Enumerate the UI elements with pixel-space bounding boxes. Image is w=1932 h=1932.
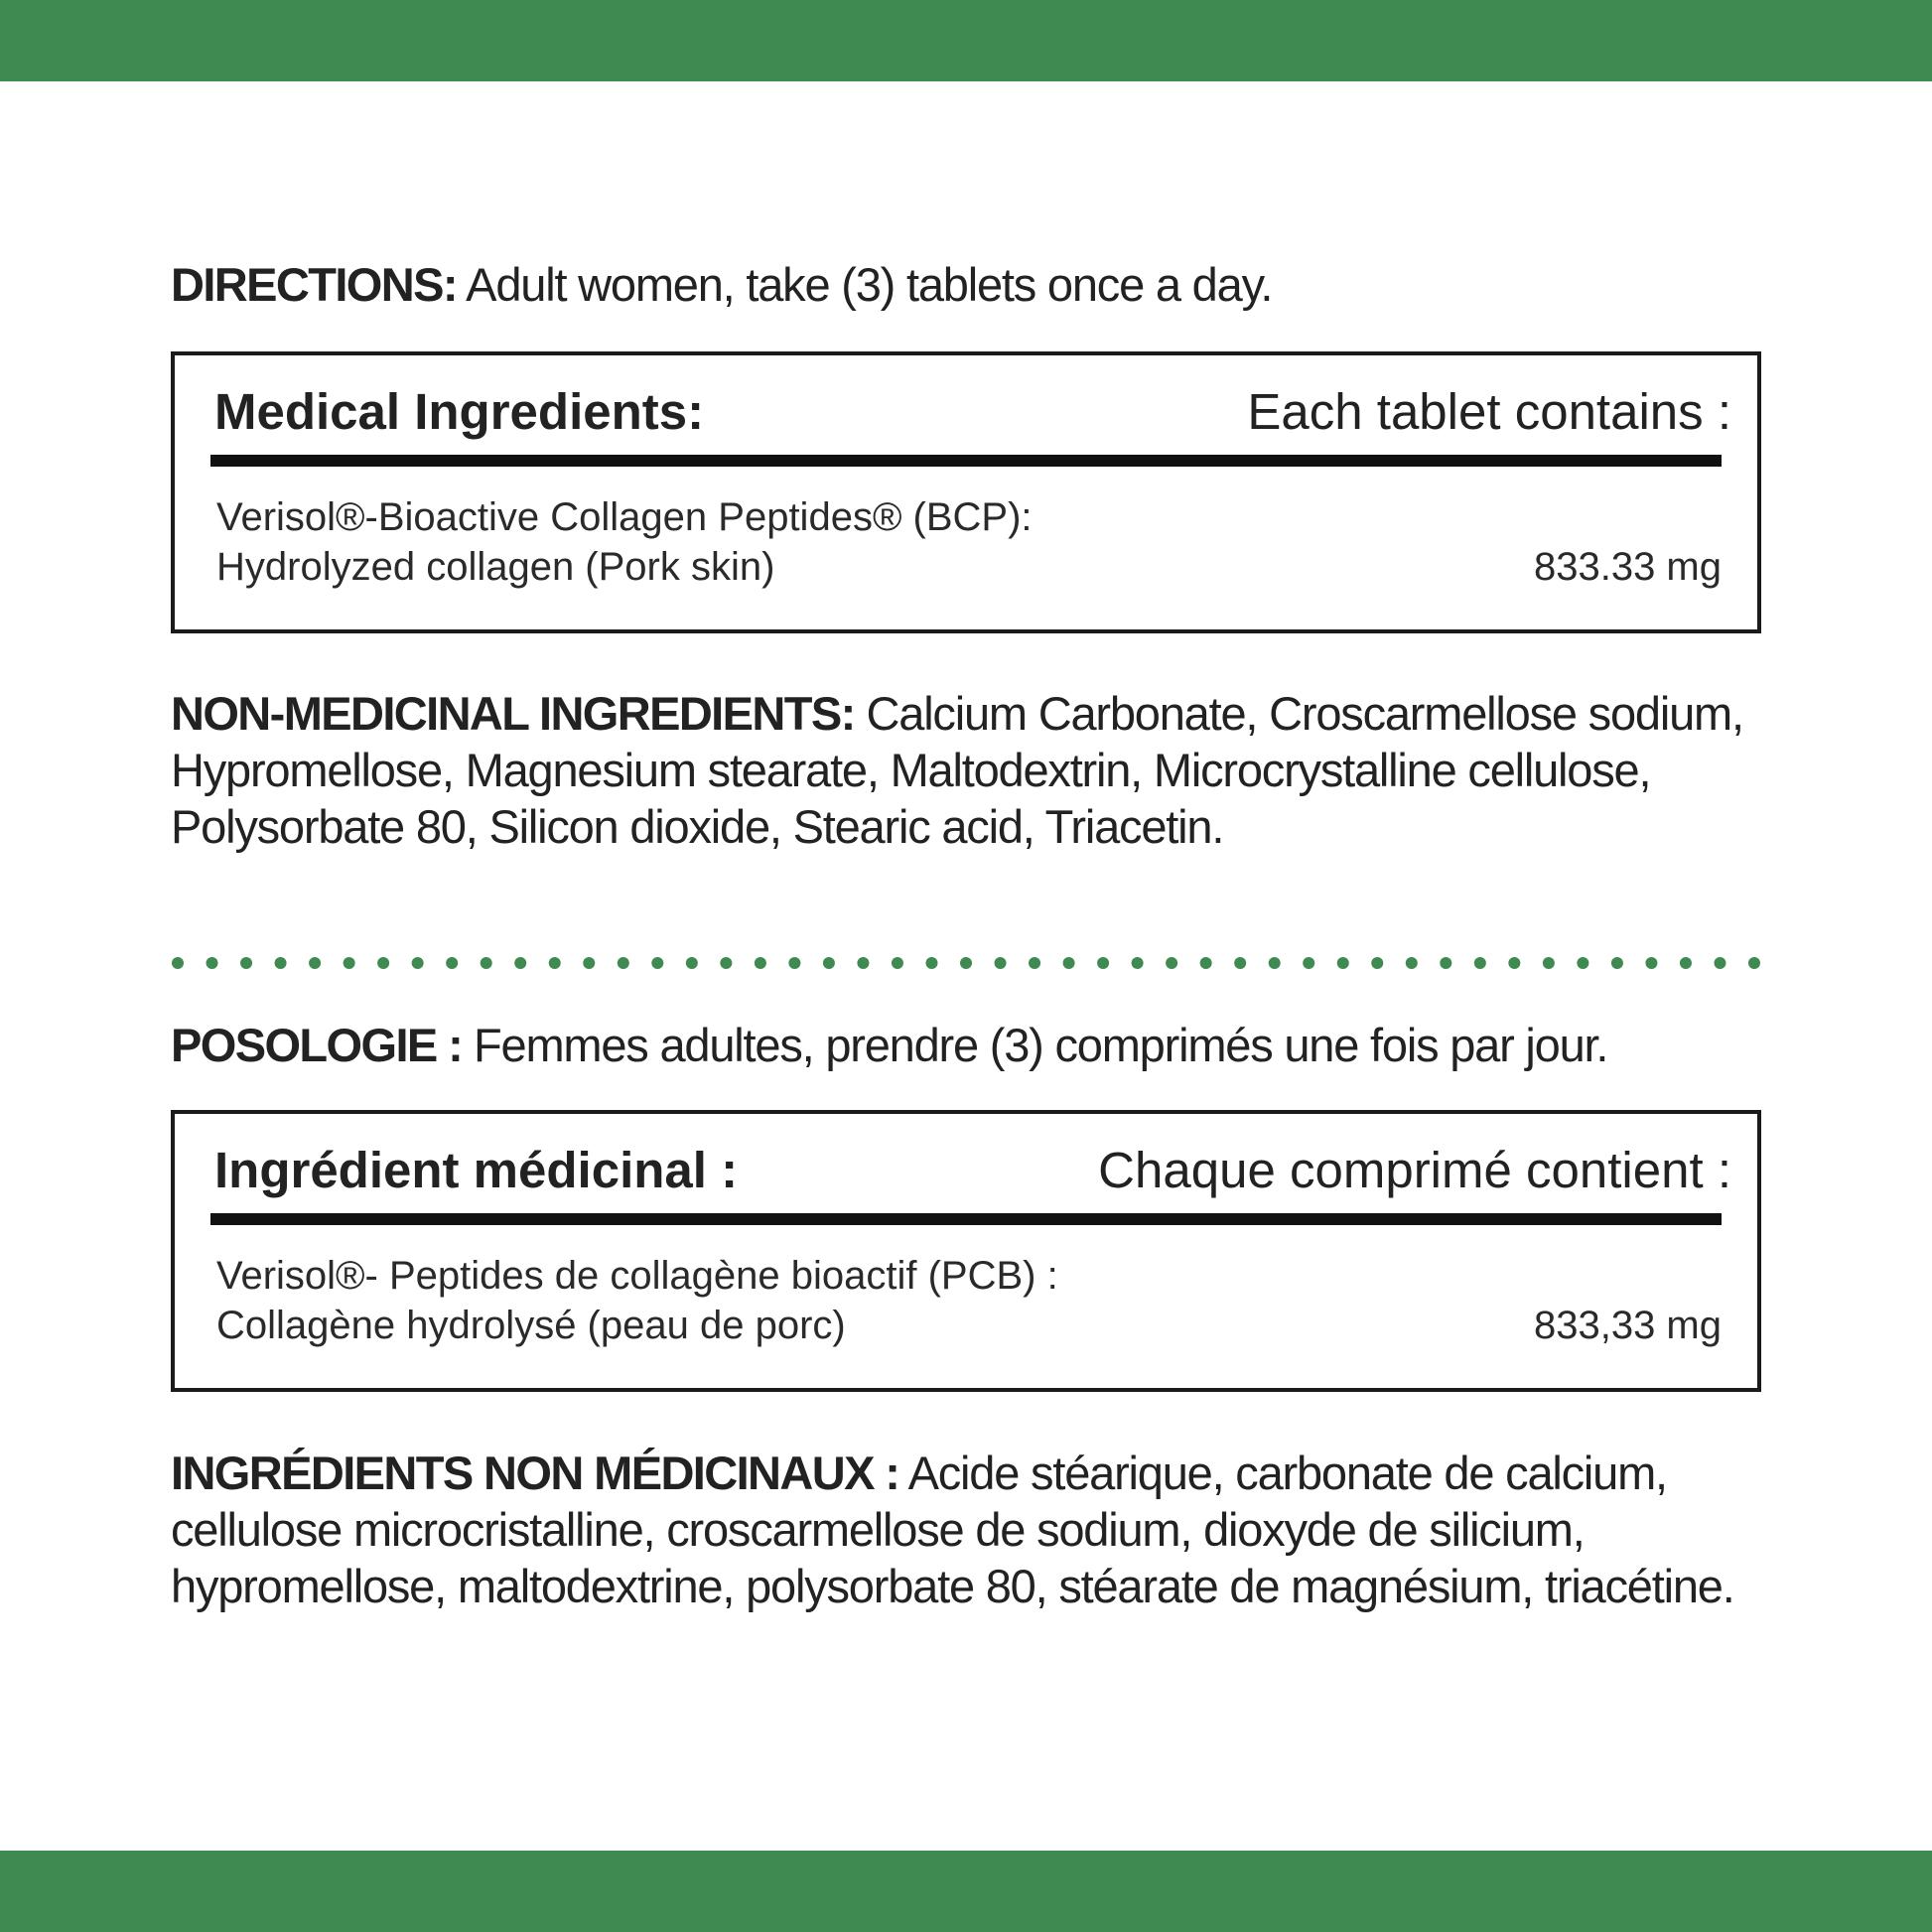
divider-dot	[686, 957, 698, 969]
medical-ingredients-box-fr	[171, 1110, 1761, 1392]
header-rule-fr	[210, 1213, 1722, 1225]
divider-dot	[1063, 957, 1075, 969]
ingredient-line1-fr: Verisol®- Peptides de collagène bioactif (PCB) :	[216, 1254, 1058, 1298]
ingredient-line2-fr: Collagène hydrolysé (peau de porc)	[216, 1304, 846, 1347]
divider-dot	[1645, 957, 1657, 969]
non-medicinal-en-text: Calcium Carbonate, Croscarmellose sodium, Hypromellose, Magnesium stearate, Maltodextrin, Microcrystalline cellulose, Polysorbate 80, Silicon dioxide, Stearic acid, Triacetin.	[171, 687, 1743, 853]
divider-dot	[1714, 957, 1725, 969]
divider-dot	[549, 957, 561, 969]
divider-dot	[1337, 957, 1349, 969]
divider-dot	[446, 957, 458, 969]
divider-dot	[960, 957, 972, 969]
ingredient-amount-en: 833.33 mg	[1533, 545, 1722, 589]
divider-dot	[275, 957, 287, 969]
divider-dot	[1234, 957, 1246, 969]
divider-dot	[583, 957, 595, 969]
directions-fr-label: POSOLOGIE :	[171, 1019, 463, 1071]
divider-dot	[788, 957, 800, 969]
divider-dot	[309, 957, 321, 969]
divider-dot	[1029, 957, 1040, 969]
divider-dot	[412, 957, 424, 969]
divider-dot	[1371, 957, 1383, 969]
divider-dot	[823, 957, 835, 969]
per-unit-label-en: Each tablet contains :	[1247, 383, 1731, 440]
divider-dot	[1474, 957, 1486, 969]
directions-en-label: DIRECTIONS:	[171, 258, 457, 311]
ingredient-line1-en: Verisol®-Bioactive Collagen Peptides® (BCP):	[216, 495, 1033, 539]
divider-dot	[618, 957, 629, 969]
directions-en-text: Adult women, take (3) tablets once a day.	[456, 258, 1273, 311]
non-medicinal-fr-label: INGRÉDIENTS NON MÉDICINAUX :	[171, 1447, 899, 1499]
per-unit-label-fr: Chaque comprimé contient :	[1098, 1142, 1731, 1198]
divider-dot	[857, 957, 869, 969]
divider-dot	[344, 957, 355, 969]
ingredient-line2-en: Hydrolyzed collagen (Pork skin)	[216, 545, 775, 589]
divider-dot	[995, 957, 1007, 969]
directions-en	[171, 256, 1779, 313]
divider-dot	[1748, 957, 1760, 969]
divider-dot	[1508, 957, 1520, 969]
divider-dot	[651, 957, 663, 969]
divider-dot	[1132, 957, 1144, 969]
divider-dot	[172, 957, 184, 969]
medical-ingredients-box-en	[171, 351, 1761, 633]
divider-dot	[1611, 957, 1623, 969]
non-medicinal-en-label: NON-MEDICINAL INGREDIENTS:	[171, 687, 855, 740]
top-green-band	[0, 0, 1932, 81]
divider-dot	[720, 957, 732, 969]
medical-ingredients-header-fr	[214, 1138, 1731, 1203]
divider-dot	[1577, 957, 1588, 969]
divider-dot	[1200, 957, 1212, 969]
non-medicinal-fr	[171, 1445, 1779, 1614]
bottom-green-band	[0, 1851, 1932, 1932]
divider-dot	[377, 957, 389, 969]
divider-dot	[1680, 957, 1692, 969]
divider-dot	[240, 957, 252, 969]
directions-fr-text: Femmes adultes, prendre (3) comprimés une fois par jour.	[462, 1019, 1608, 1071]
divider-dot	[481, 957, 492, 969]
divider-dot	[1543, 957, 1555, 969]
ingredient-amount-fr: 833,33 mg	[1533, 1304, 1722, 1347]
divider-dot	[207, 957, 218, 969]
non-medicinal-fr-text: Acide stéarique, carbonate de calcium, cellulose microcristalline, croscarmellose de sodium, dioxyde de silicium, hypromellose, maltodextrine, polysorbate 80, stéarate de magnésium, triacétine.	[171, 1447, 1734, 1612]
directions-fr	[171, 1017, 1779, 1073]
medical-ingredients-title-fr: Ingrédient médicinal :	[214, 1142, 739, 1198]
divider-dot	[1440, 957, 1451, 969]
non-medicinal-en	[171, 685, 1779, 855]
divider-dot	[1166, 957, 1177, 969]
divider-dot	[1303, 957, 1314, 969]
divider-dot	[1097, 957, 1109, 969]
dotted-divider	[171, 956, 1761, 970]
divider-dot	[514, 957, 526, 969]
divider-dot	[892, 957, 903, 969]
medical-ingredients-header-en	[214, 379, 1731, 445]
header-rule-en	[210, 455, 1722, 467]
divider-dot	[1406, 957, 1418, 969]
divider-dot	[1269, 957, 1281, 969]
divider-dot	[755, 957, 766, 969]
medical-ingredients-title-en: Medical Ingredients:	[214, 383, 705, 440]
divider-dots	[172, 957, 1760, 969]
divider-dot	[925, 957, 937, 969]
